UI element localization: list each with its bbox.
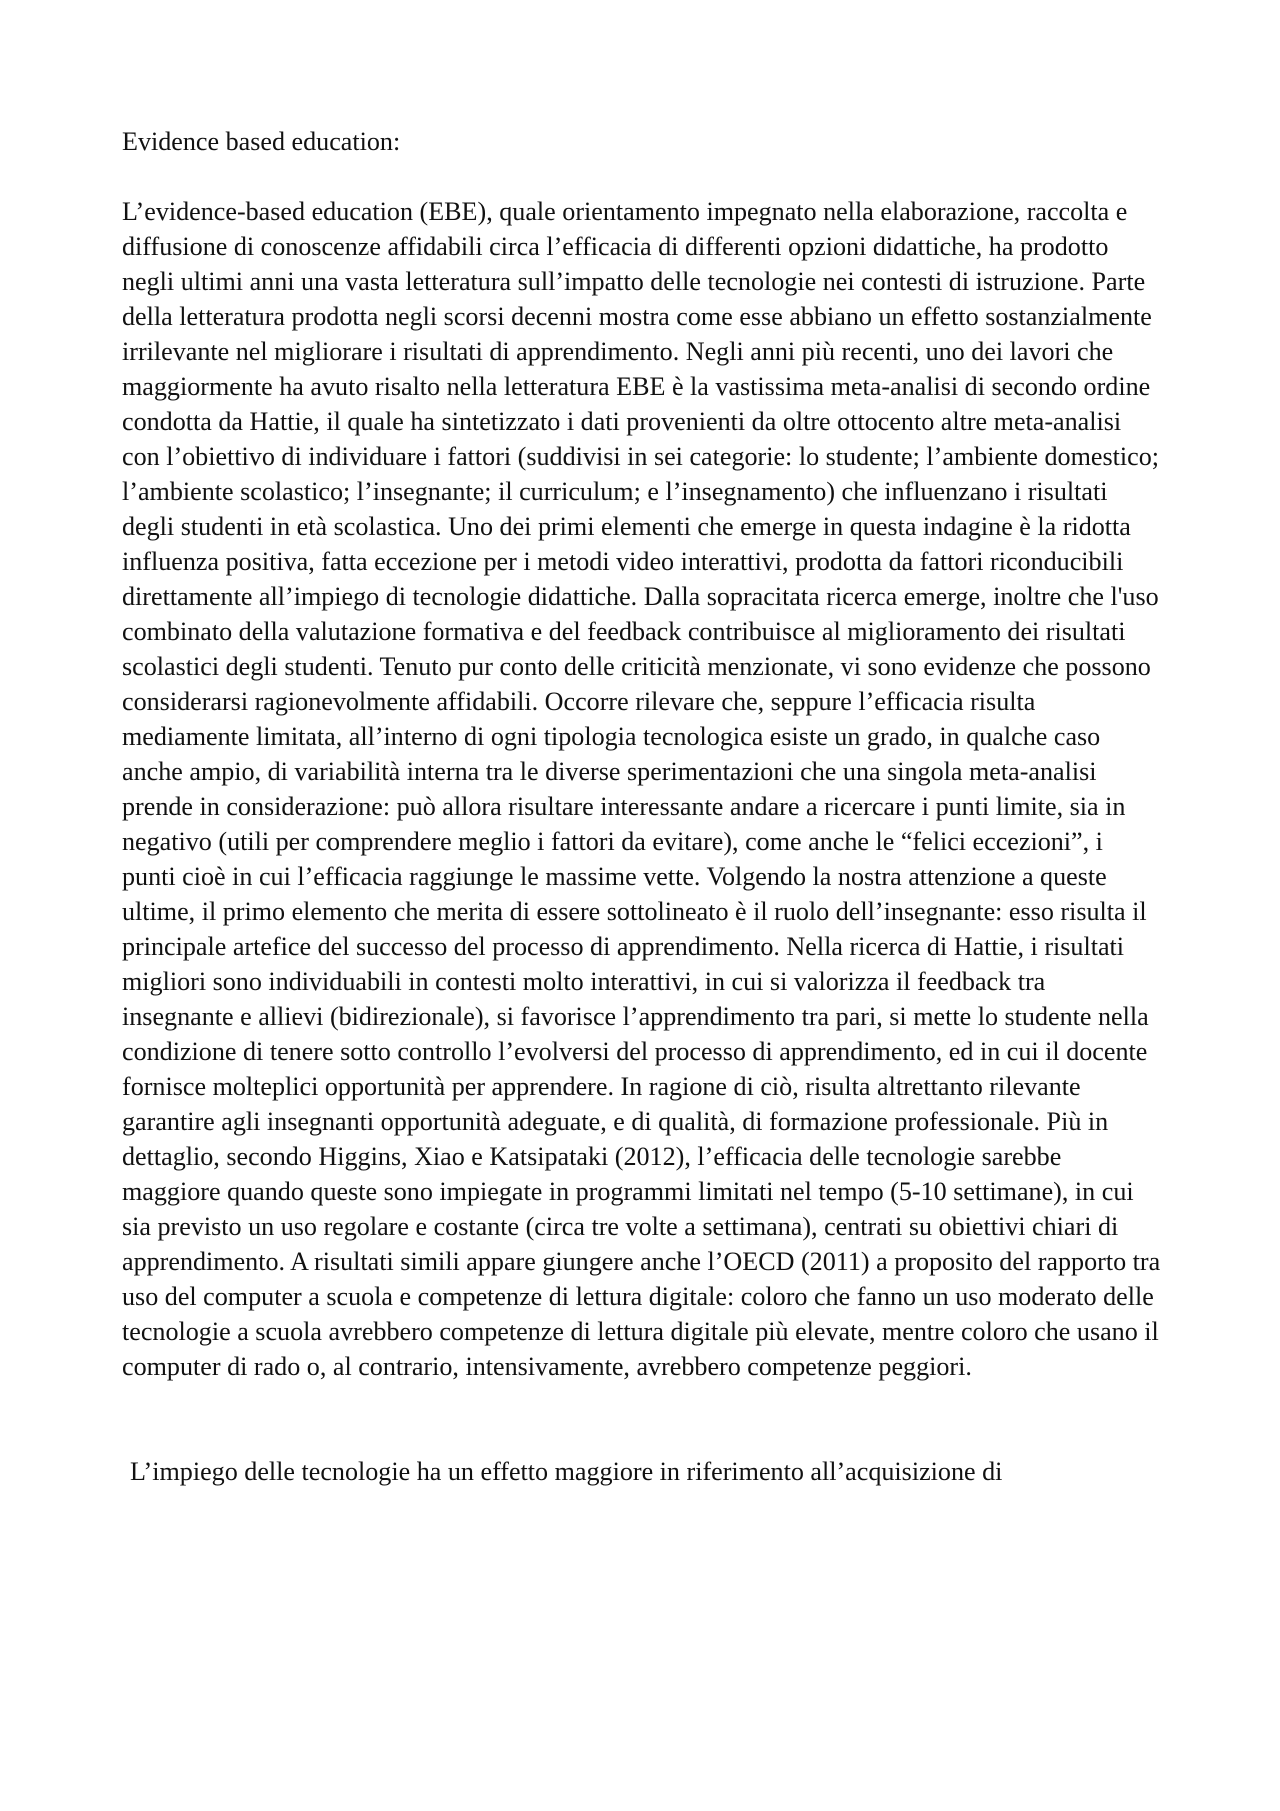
body-paragraph-1: L’evidence-based education (EBE), quale orientamento impegnato nella elaborazione, raccolta e diffusione di conoscenze affidabili circa l’efficacia di differenti opzioni didattiche, ha prodotto negli ultimi anni una vasta letteratura sull’impatto delle tecnologie nei contesti di istruzione. Parte della letteratura prodotta negli scorsi decenni mostra come esse abbiano un effetto sostanzialmente irrilevante nel migliorare i risultati di apprendimento. Negli anni più recenti, uno dei lavori che maggiormente ha avuto risalto nella letteratura EBE è la vastissima meta-analisi di secondo ordine condotta da Hattie, il quale ha sintetizzato i dati provenienti da oltre ottocento altre meta-analisi con l’obiettivo di individuare i fattori (suddivisi in sei categorie: lo studente; l’ambiente domestico; l’ambiente scolastico; l’insegnante; il curriculum; e l’insegnamento) che influenzano i risultati degli studenti in età scolastica. Uno dei primi elementi che emerge in questa indagine è la ridotta influenza positiva, fatta eccezione per i metodi video interattivi, prodotta da fattori riconducibili direttamente all’impiego di tecnologie didattiche. Dalla sopracitata ricerca emerge, inoltre che l'uso combinato della valutazione formativa e del feedback contribuisce al miglioramento dei risultati scolastici degli studenti. Tenuto pur conto delle criticità menzionate, vi sono evidenze che possono considerarsi ragionevolmente affidabili. Occorre rilevare che, seppure l’efficacia risulta mediamente limitata, all’interno di ogni tipologia tecnologica esiste un grado, in qualche caso anche ampio, di variabilità interna tra le diverse sperimentazioni che una singola meta-analisi prende in considerazione: può allora risultare interessante andare a ricercare i punti limite, sia in negativo (utili per comprendere meglio i fattori da evitare), come anche le “felici eccezioni”, i punti cioè in cui l’efficacia raggiunge le massime vette. Volgendo la nostra attenzione a queste ultime, il primo elemento che merita di essere sottolineato è il ruolo dell’insegnante: esso risulta il principale artefice del successo del processo di apprendimento. Nella ricerca di Hattie, i risultati migliori sono individuabili in contesti molto interattivi, in cui si valorizza il feedback tra insegnante e allievi (bidirezionale), si favorisce l’apprendimento tra pari, si mette lo studente nella condizione di tenere sotto controllo l’evolversi del processo di apprendimento, ed in cui il docente fornisce molteplici opportunità per apprendere. In ragione di ciò, risulta altrettanto rilevante garantire agli insegnanti opportunità adeguate, e di qualità, di formazione professionale. Più in dettaglio, secondo Higgins, Xiao e Katsipataki (2012), l’efficacia delle tecnologie sarebbe maggiore quando queste sono impiegate in programmi limitati nel tempo (5-10 settimane), in cui sia previsto un uso regolare e costante (circa tre volte a settimana), centrati su obiettivi chiari di apprendimento. A risultati simili appare giungere anche l’OECD (2011) a proposito del rapporto tra uso del computer a scuola e competenze di lettura digitale: coloro che fanno un uso moderato delle tecnologie a scuola avrebbero competenze di lettura digitale più elevate, mentre coloro che usano il computer di rado o, al contrario, intensivamente, avrebbero competenze peggiori. <box>122 197 1161 1381</box>
body-paragraph-2: L’impiego delle tecnologie ha un effetto maggiore in riferimento all’acquisizione di <box>130 1457 1003 1486</box>
document-heading: Evidence based education: <box>122 127 401 156</box>
document-body <box>122 124 1162 1489</box>
